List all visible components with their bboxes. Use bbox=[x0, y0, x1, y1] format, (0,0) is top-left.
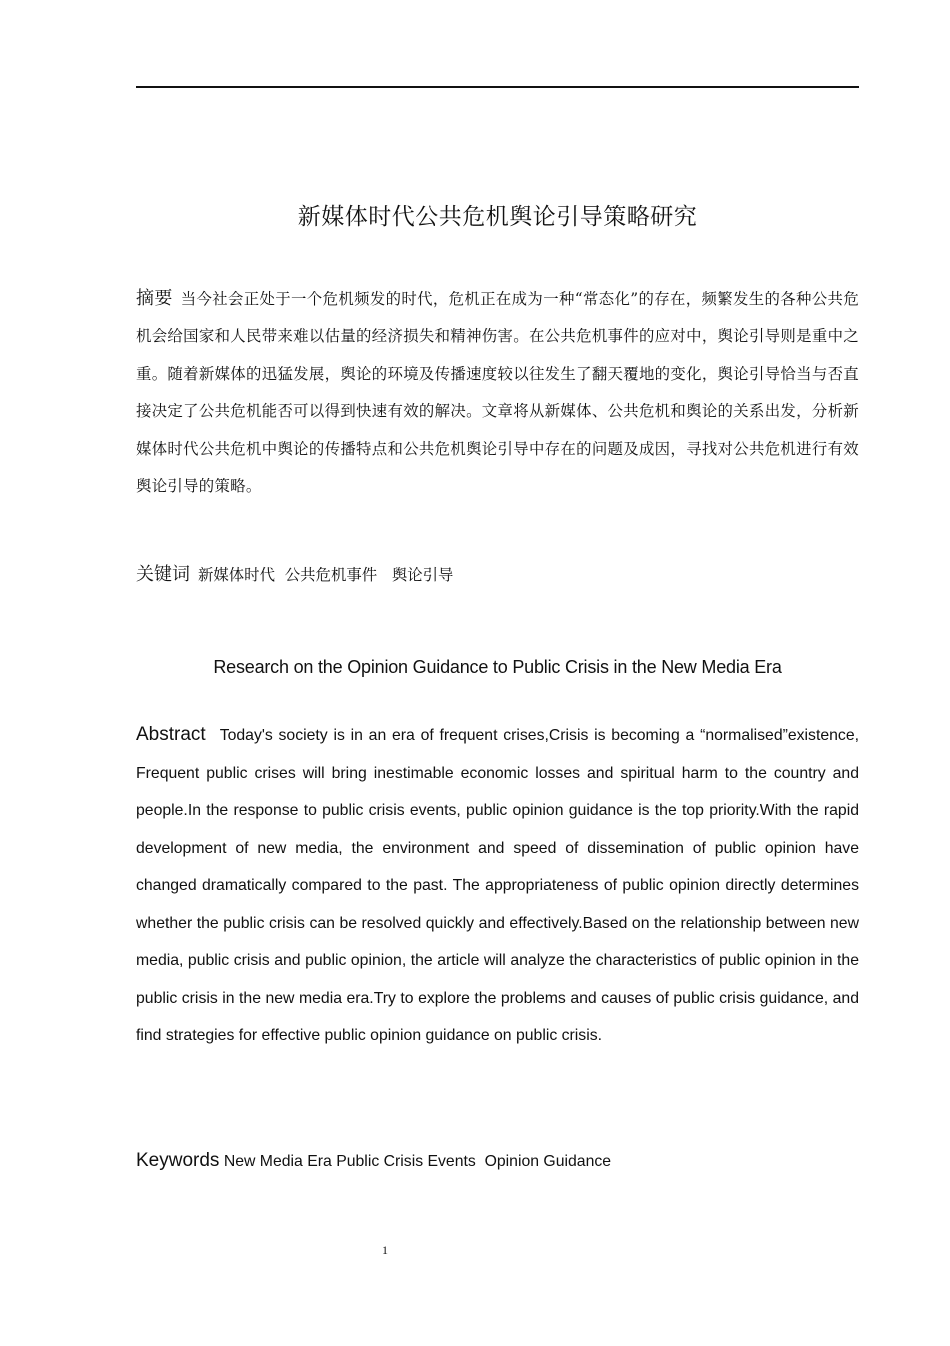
english-keywords-label: Keywords bbox=[136, 1150, 220, 1171]
chinese-title: 新媒体时代公共危机舆论引导策略研究 bbox=[297, 204, 698, 230]
english-abstract bbox=[136, 716, 859, 1055]
page-number: 1 bbox=[382, 1243, 388, 1257]
chinese-abstract bbox=[136, 280, 859, 505]
chinese-keyword: 舆论引导 bbox=[391, 566, 454, 584]
chinese-abstract-label: 摘要 bbox=[136, 288, 173, 309]
english-abstract-text: Today's society is in an era of frequent crises,Crisis is becoming a “normalised”existence, Frequent public crises will bring inestimable economic losses and spiritual harm to the country and people.In the response to public crisis events, public opinion guidance is the top priority.With the rapid development of new media, the environment and speed of dissemination of public opinion have changed dramatically compared to the past. The appropriateness of public opinion directly determines whether the public crisis can be resolved quickly and effectively.Based on the relationship between new media, public crisis and public opinion, the article will analyze the characteristics of public opinion in the public crisis in the new media era.Try to explore the problems and causes of public crisis guidance, and find strategies for effective public opinion guidance on public crisis. bbox=[136, 727, 859, 1044]
english-keyword: Opinion Guidance bbox=[484, 1153, 612, 1170]
chinese-keyword: 新媒体时代 bbox=[198, 566, 275, 584]
chinese-abstract-text: 当今社会正处于一个危机频发的时代，危机正在成为一种“常态化”的存在，频繁发生的各种公共危机会给国家和人民带来难以估量的经济损失和精神伤害。在公共危机事件的应对中，舆论引导则是重中之重。随着新媒体的迅猛发展，舆论的环境及传播速度较以往发生了翻天覆地的变化，舆论引导恰当与否直接决定了公共危机能否可以得到快速有效的解决。文章将从新媒体、公共危机和舆论的关系出发，分析新媒体时代公共危机中舆论的传播特点和公共危机舆论引导中存在的问题及成因，寻找对公共危机进行有效舆论引导的策略。 bbox=[136, 290, 860, 496]
english-title: Research on the Opinion Guidance to Public Crisis in the New Media Era bbox=[213, 657, 782, 677]
english-abstract-label: Abstract bbox=[136, 724, 206, 745]
chinese-keywords bbox=[136, 560, 859, 586]
header-rule bbox=[136, 86, 859, 88]
chinese-keywords-label: 关键词 bbox=[136, 564, 190, 585]
chinese-keyword: 公共危机事件 bbox=[284, 566, 378, 584]
english-keyword: New Media Era bbox=[223, 1153, 332, 1170]
english-keywords bbox=[136, 1150, 859, 1172]
english-keyword: Public Crisis Events bbox=[336, 1153, 476, 1170]
